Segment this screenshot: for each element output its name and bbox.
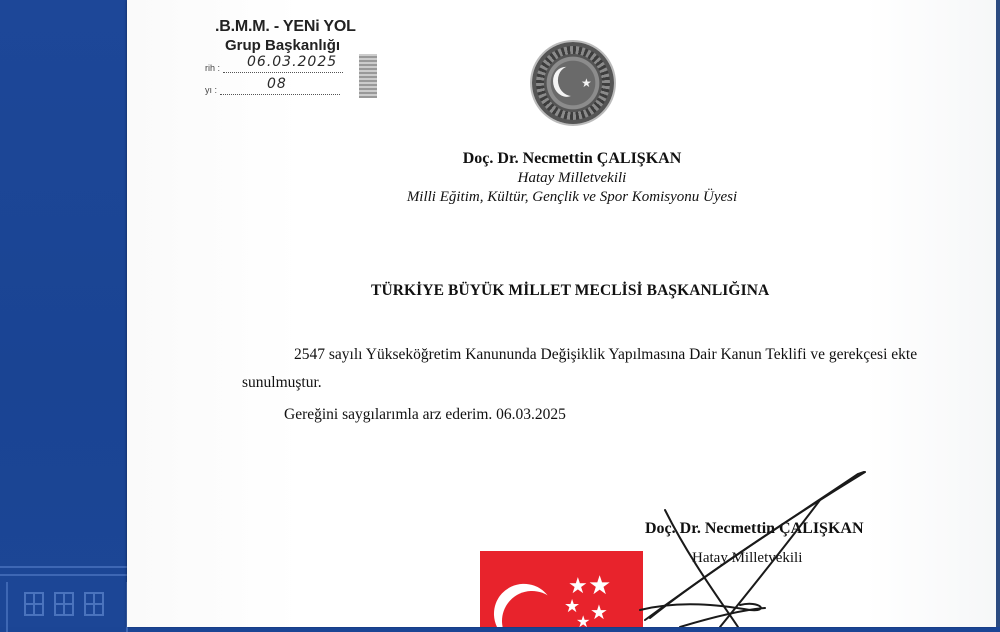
- star-icon: ★: [564, 596, 581, 616]
- window-icon: [84, 592, 104, 616]
- author-name: Doç. Dr. Necmettin ÇALIŞKAN: [462, 150, 682, 167]
- star-icon: ★: [568, 573, 588, 598]
- stamp-subtitle: Grup Başkanlığı: [225, 37, 341, 54]
- stamp-date-value: 06.03.2025: [247, 54, 338, 70]
- crescent-icon: [494, 583, 571, 627]
- star-icon: ★: [588, 571, 612, 600]
- stamp-number-value: 08: [267, 76, 287, 92]
- star-icon: ★: [590, 602, 608, 624]
- left-background-panel: [0, 0, 127, 627]
- body-paragraph-1: 2547 sayılı Yükseköğretim Kanununda Değişiklik Yapılmasına Dair Kanun Teklifi ve gerekçesi ekte sunulmuştur.: [242, 346, 918, 391]
- stamp-title: .B.M.M. - YENi YOL: [215, 18, 356, 35]
- tbmm-seal-icon: [532, 42, 614, 124]
- window-icon: [54, 592, 74, 616]
- window-icon: [24, 592, 44, 616]
- author-role: Hatay Milletvekili: [517, 170, 627, 186]
- stamp-date-label: rih :: [205, 63, 221, 73]
- building-outline-icon: [0, 556, 127, 627]
- author-committee: Milli Eğitim, Kültür, Gençlik ve Spor Komisyonu Üyesi: [406, 189, 738, 205]
- addressee-heading: TÜRKİYE BÜYÜK MİLLET MECLİSİ BAŞKANLIĞINA: [371, 282, 770, 299]
- star-icon: ★: [581, 76, 592, 90]
- received-stamp: [205, 14, 377, 100]
- stamp-number-label: yı :: [205, 85, 218, 95]
- signature-role: Hatay Milletvekili: [692, 550, 803, 566]
- crescent-and-stars-logo-icon: [480, 551, 643, 627]
- letter-body: [242, 341, 922, 429]
- body-paragraph-2: Gereğini saygılarımla arz ederim. 06.03.2025: [284, 406, 566, 423]
- signature-name: Doç. Dr. Necmettin ÇALIŞKAN: [645, 520, 864, 537]
- right-edge-border: [996, 0, 1000, 627]
- star-icon: ★: [576, 614, 591, 627]
